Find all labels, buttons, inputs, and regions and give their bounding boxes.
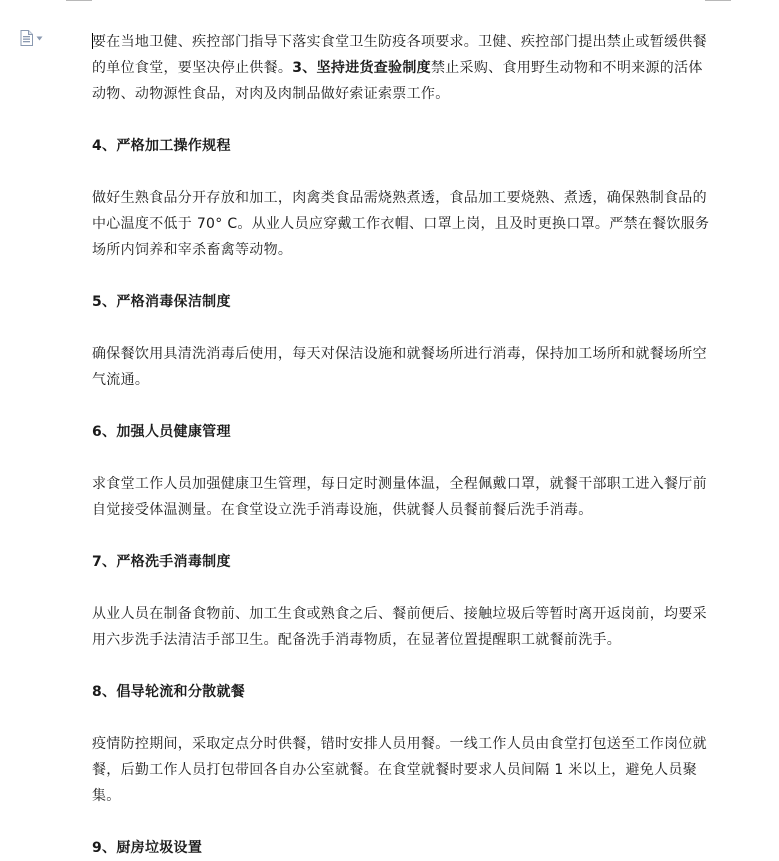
page-corner-mark-left <box>66 0 92 1</box>
body-paragraph <box>92 731 710 809</box>
blank-line <box>92 107 710 133</box>
body-paragraph <box>92 29 710 107</box>
paragraph-text: 要在当地卫健、疾控部门指导下落实食堂卫生防疫各项要求。卫健、疾控部门提出禁止或暂缓供餐的单位食堂，要坚决停止供餐。 <box>92 34 707 76</box>
caret-down-icon <box>36 36 43 41</box>
page-corner-mark-right <box>705 0 731 1</box>
paragraph-text: 做好生熟食品分开存放和加工，肉禽类食品需烧熟煮透，食品加工要烧熟、煮透，确保熟制食品的中心温度不低于 70° C。从业人员应穿戴工作衣帽、口罩上岗，且及时更换口罩。严禁在餐饮服务场所内饲养和宰杀畜禽等动物。 <box>92 190 710 258</box>
section-heading: 9、厨房垃圾设置 <box>92 840 203 856</box>
inline-bold-heading: 3、坚持进货查验制度 <box>292 60 431 76</box>
paragraph-text: 从业人员在制备食物前、加工生食或熟食之后、餐前便后、接触垃圾后等暂时离开返岗前，均要采用六步洗手法清洁手部卫生。配备洗手消毒物质，在显著位置提醒职工就餐前洗手。 <box>92 606 707 648</box>
blank-line <box>92 445 710 471</box>
body-paragraph <box>92 601 710 653</box>
blank-line <box>92 315 710 341</box>
blank-line <box>92 653 710 679</box>
paragraph-text: 疫情防控期间，采取定点分时供餐，错时安排人员用餐。一线工作人员由食堂打包送至工作岗位就餐，后勤工作人员打包带回各自办公室就餐。在食堂就餐时要求人员间隔 1 米以上，避免人员聚集。 <box>92 736 707 804</box>
blank-line <box>92 809 710 835</box>
document-menu-button[interactable] <box>20 30 48 46</box>
blank-line <box>92 263 710 289</box>
section-heading: 6、加强人员健康管理 <box>92 424 231 440</box>
body-paragraph <box>92 185 710 263</box>
section-heading: 7、严格洗手消毒制度 <box>92 554 231 570</box>
paragraph-text: 确保餐饮用具清洗消毒后使用，每天对保洁设施和就餐场所进行消毒，保持加工场所和就餐场所空气流通。 <box>92 346 707 388</box>
section-heading: 5、严格消毒保洁制度 <box>92 294 231 310</box>
body-paragraph <box>92 341 710 393</box>
blank-line <box>92 705 710 731</box>
blank-line <box>92 393 710 419</box>
blank-line <box>92 159 710 185</box>
body-paragraph <box>92 471 710 523</box>
page-top-marks <box>0 0 779 2</box>
blank-line <box>92 523 710 549</box>
document-icon <box>20 30 33 46</box>
section-heading: 4、严格加工操作规程 <box>92 138 231 154</box>
paragraph-text: 禁止采购、食用野生动物和不明来源的活体动物、动物源性食品，对肉及肉制品做好索证索票工作。 <box>92 60 703 102</box>
document-body[interactable] <box>92 29 710 861</box>
blank-line <box>92 575 710 601</box>
section-heading: 8、倡导轮流和分散就餐 <box>92 684 246 700</box>
paragraph-text: 求食堂工作人员加强健康卫生管理，每日定时测量体温，全程佩戴口罩，就餐干部职工进入餐厅前自觉接受体温测量。在食堂设立洗手消毒设施，供就餐人员餐前餐后洗手消毒。 <box>92 476 707 518</box>
